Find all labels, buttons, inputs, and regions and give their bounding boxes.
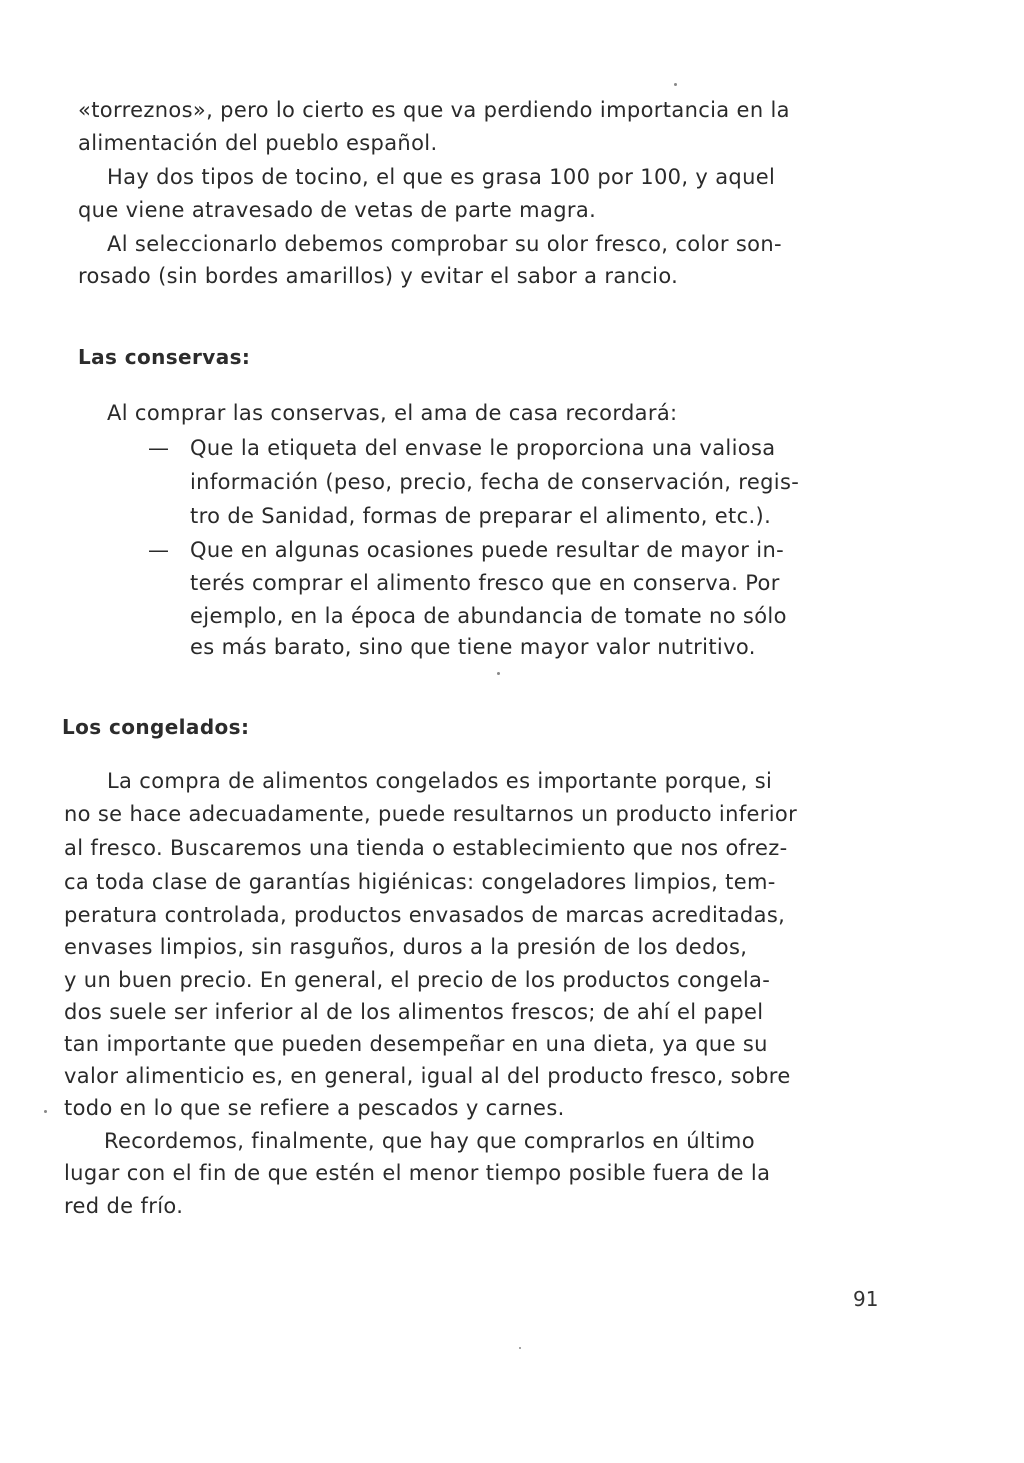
congelados-line: al fresco. Buscaremos una tienda o establecimiento que nos ofrez- xyxy=(64,836,788,860)
scan-speck xyxy=(44,1110,47,1113)
intro-line: «torreznos», pero lo cierto es que va perdiendo importancia en la xyxy=(78,98,790,122)
conservas-intro: Al comprar las conservas, el ama de casa recordará: xyxy=(107,401,678,425)
scan-speck xyxy=(674,83,677,86)
list-item-line: es más barato, sino que tiene mayor valor nutritivo. xyxy=(190,635,756,659)
congelados-line: La compra de alimentos congelados es importante porque, si xyxy=(107,769,773,793)
list-dash: — xyxy=(148,538,169,562)
congelados-line: tan importante que pueden desempeñar en una dieta, ya que su xyxy=(64,1032,768,1056)
intro-line: rosado (sin bordes amarillos) y evitar el sabor a rancio. xyxy=(78,264,679,288)
intro-line: Al seleccionarlo debemos comprobar su olor fresco, color son- xyxy=(107,232,782,256)
section-heading-conservas: Las conservas: xyxy=(78,345,251,369)
scan-speck xyxy=(519,1347,521,1349)
list-item-line: ejemplo, en la época de abundancia de tomate no sólo xyxy=(190,604,787,628)
congelados-line: y un buen precio. En general, el precio de los productos congela- xyxy=(64,968,771,992)
scan-speck xyxy=(497,672,500,675)
list-item-line: Que en algunas ocasiones puede resultar de mayor in- xyxy=(190,538,785,562)
list-dash: — xyxy=(148,436,169,460)
congelados-line: ca toda clase de garantías higiénicas: congeladores limpios, tem- xyxy=(64,870,776,894)
intro-line: alimentación del pueblo español. xyxy=(78,131,438,155)
congelados-line: envases limpios, sin rasguños, duros a la presión de los dedos, xyxy=(64,935,748,959)
intro-line: que viene atravesado de vetas de parte magra. xyxy=(78,198,597,222)
congelados-line: todo en lo que se refiere a pescados y carnes. xyxy=(64,1096,565,1120)
congelados-line: peratura controlada, productos envasados de marcas acreditadas, xyxy=(64,903,786,927)
intro-line: Hay dos tipos de tocino, el que es grasa 100 por 100, y aquel xyxy=(107,165,776,189)
congelados-line: lugar con el fin de que estén el menor tiempo posible fuera de la xyxy=(64,1161,771,1185)
page-number: 91 xyxy=(853,1287,879,1311)
list-item-line: terés comprar el alimento fresco que en conserva. Por xyxy=(190,571,780,595)
list-item-line: información (peso, precio, fecha de conservación, regis- xyxy=(190,470,800,494)
congelados-line: Recordemos, finalmente, que hay que comprarlos en último xyxy=(104,1129,755,1153)
congelados-line: valor alimenticio es, en general, igual al del producto fresco, sobre xyxy=(64,1064,791,1088)
congelados-line: red de frío. xyxy=(64,1194,184,1218)
section-heading-congelados: Los congelados: xyxy=(62,715,250,739)
congelados-line: dos suele ser inferior al de los alimentos frescos; de ahí el papel xyxy=(64,1000,764,1024)
list-item-line: tro de Sanidad, formas de preparar el alimento, etc.). xyxy=(190,504,772,528)
congelados-line: no se hace adecuadamente, puede resultarnos un producto inferior xyxy=(64,802,798,826)
list-item-line: Que la etiqueta del envase le proporciona una valiosa xyxy=(190,436,776,460)
